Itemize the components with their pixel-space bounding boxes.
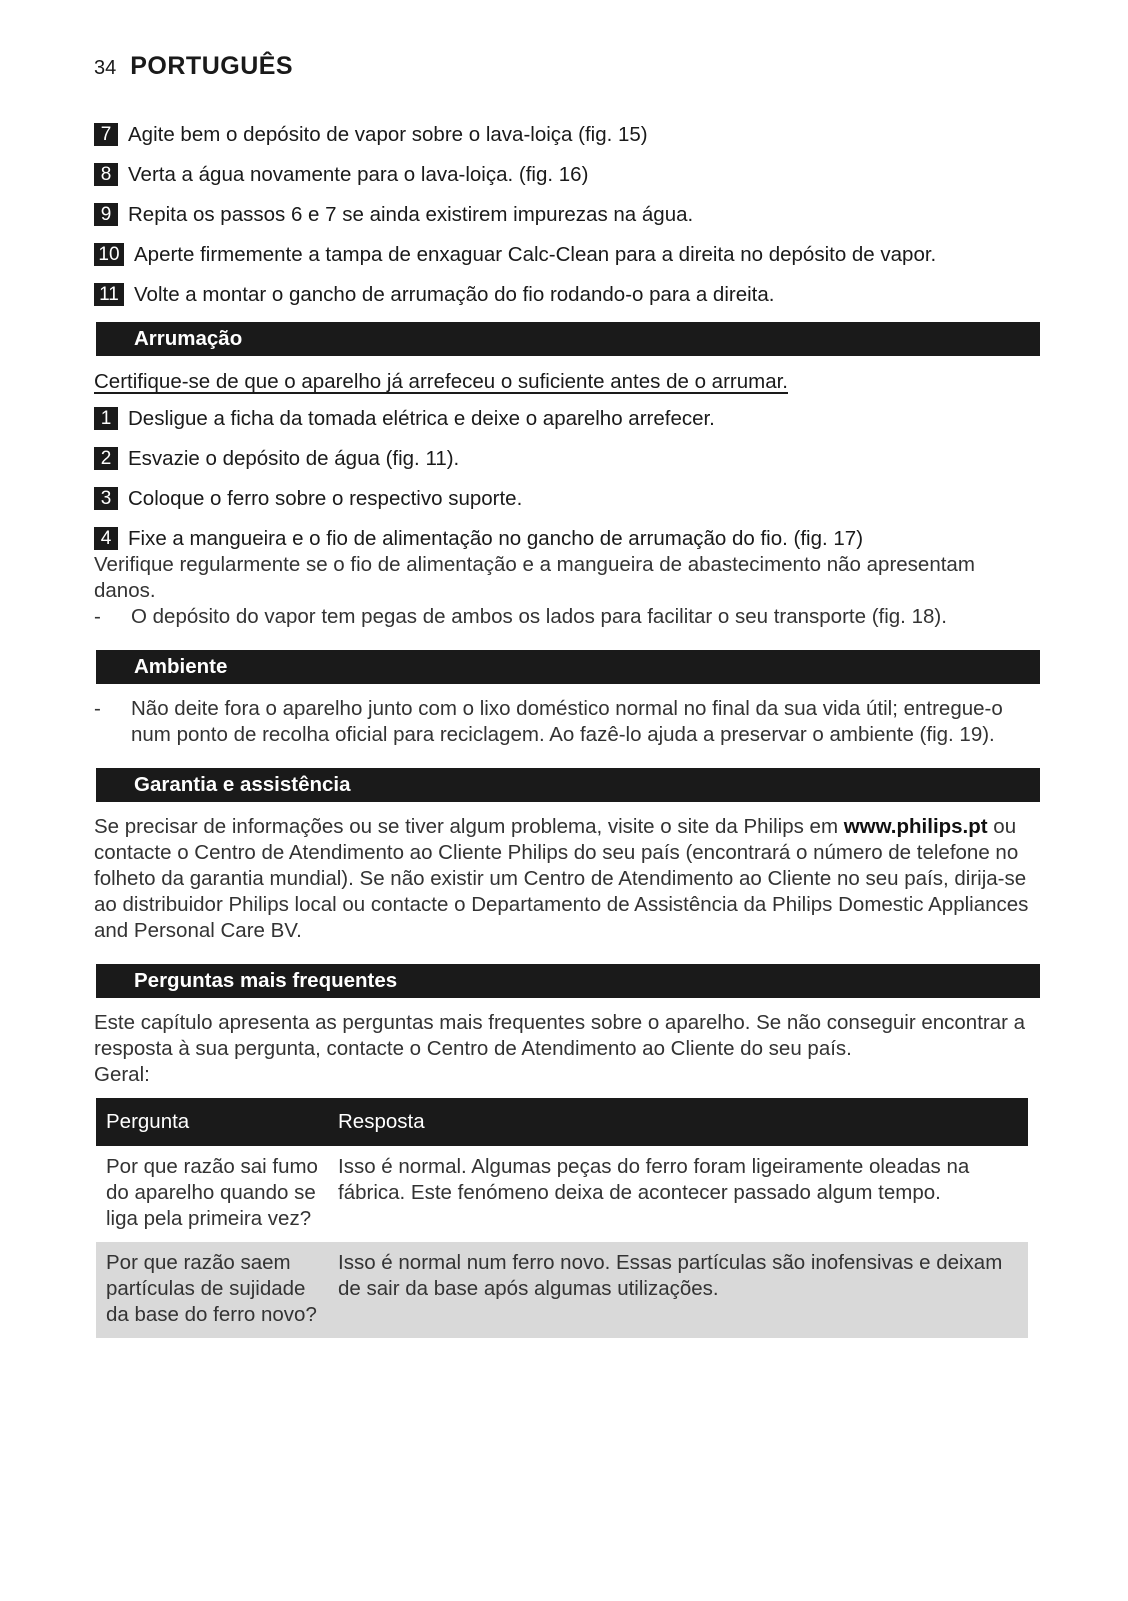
step-number: 9 — [94, 203, 118, 226]
storage-warning: Certifique-se de que o aparelho já arrefeceu o suficiente antes de o arrumar. — [94, 370, 788, 393]
step-number: 8 — [94, 163, 118, 186]
philips-url[interactable]: www.philips.pt — [843, 815, 988, 838]
table-row — [96, 1242, 1028, 1338]
step-text: Volte a montar o gancho de arrumação do fio rodando-o para a direita. — [134, 283, 775, 306]
step-text: Desligue a ficha da tomada elétrica e deixe o aparelho arrefecer. — [128, 407, 715, 430]
step-text: Agite bem o depósito de vapor sobre o lava-loiça (fig. 15) — [128, 123, 648, 146]
step-number: 1 — [94, 407, 118, 430]
step-item — [94, 446, 1040, 472]
step-text: Coloque o ferro sobre o respectivo suporte. — [128, 487, 523, 510]
warranty-text-start: Se precisar de informações ou se tiver algum problema, visite o site da Philips em — [94, 815, 844, 838]
faq-table — [96, 1098, 1028, 1338]
step-number: 2 — [94, 447, 118, 470]
section-heading-ambiente: Ambiente — [96, 650, 1040, 684]
bullet-dash: - — [94, 697, 101, 720]
faq-group-label: Geral: — [94, 1063, 150, 1086]
faq-answer: Isso é normal. Algumas peças do ferro foram ligeiramente oleadas na fábrica. Este fenómeno deixa de acontecer passado algum tempo. — [338, 1155, 970, 1204]
warranty-text-end: ou contacte o Centro de Atendimento ao Cliente Philips do seu país (encontrará o número de telefone no folheto da garantia mundial). Se não existir um Centro de Atendimento ao Cliente no seu país, dirija-se ao distribuidor Philips local ou contacte o Departamento de Assistência da Philips Domestic Appliances and Personal Care BV. — [94, 815, 1029, 942]
step-item — [94, 406, 1040, 432]
cleaning-steps — [94, 122, 1040, 308]
warranty-text — [94, 814, 1040, 944]
step-item — [94, 526, 1040, 552]
section-heading-garantia: Garantia e assistência — [96, 768, 1040, 802]
step-text: Repita os passos 6 e 7 se ainda existirem impurezas na água. — [128, 203, 694, 226]
language-title: PORTUGUÊS — [130, 52, 294, 80]
bullet-text: Não deite fora o aparelho junto com o lixo doméstico normal no final da sua vida útil; entregue-o num ponto de recolha oficial para reciclagem. Ao fazê-lo ajuda a preservar o ambiente (fig. 19). — [131, 697, 1003, 746]
step-number: 3 — [94, 487, 118, 510]
step-item — [94, 122, 1040, 148]
step-text: Verta a água novamente para o lava-loiça. (fig. 16) — [128, 163, 589, 186]
bullet-dash: - — [94, 605, 101, 628]
faq-question: Por que razão sai fumo do aparelho quando se liga pela primeira vez? — [106, 1155, 318, 1230]
step-number: 4 — [94, 527, 118, 550]
bullet-item — [94, 696, 1040, 748]
step-number: 11 — [94, 283, 124, 306]
faq-header-row — [96, 1098, 1028, 1146]
step-text: Esvazie o depósito de água (fig. 11). — [128, 447, 460, 470]
column-header-question: Pergunta — [96, 1098, 328, 1146]
step-item — [94, 242, 1040, 268]
faq-question: Por que razão saem partículas de sujidade da base do ferro novo? — [96, 1242, 328, 1338]
storage-note: Verifique regularmente se o fio de alimentação e a mangueira de abastecimento não apresentam danos. — [94, 553, 975, 602]
table-row — [96, 1146, 1028, 1242]
step-number: 10 — [94, 243, 124, 266]
step-text: Aperte firmemente a tampa de enxaguar Calc-Clean para a direita no depósito de vapor. — [134, 243, 937, 266]
step-text: Fixe a mangueira e o fio de alimentação no gancho de arrumação do fio. (fig. 17) — [128, 527, 864, 550]
column-header-answer: Resposta — [328, 1098, 1028, 1146]
page-header — [94, 52, 1040, 92]
faq-answer: Isso é normal num ferro novo. Essas partículas são inofensivas e deixam de sair da base após algumas utilizações. — [328, 1242, 1028, 1338]
step-item — [94, 162, 1040, 188]
bullet-item — [94, 604, 1040, 630]
manual-page — [94, 52, 1040, 1338]
page-number: 34 — [94, 57, 117, 79]
step-item — [94, 486, 1040, 512]
step-item — [94, 202, 1040, 228]
step-number: 7 — [94, 123, 118, 146]
step-item — [94, 282, 1040, 308]
section-heading-faq: Perguntas mais frequentes — [96, 964, 1040, 998]
faq-intro: Este capítulo apresenta as perguntas mais frequentes sobre o aparelho. Se não conseguir encontrar a resposta à sua pergunta, contacte o Centro de Atendimento ao Cliente do seu país. — [94, 1011, 1026, 1060]
section-heading-arrumacao: Arrumação — [96, 322, 1040, 356]
bullet-text: O depósito do vapor tem pegas de ambos os lados para facilitar o seu transporte (fig. 18). — [131, 605, 947, 628]
